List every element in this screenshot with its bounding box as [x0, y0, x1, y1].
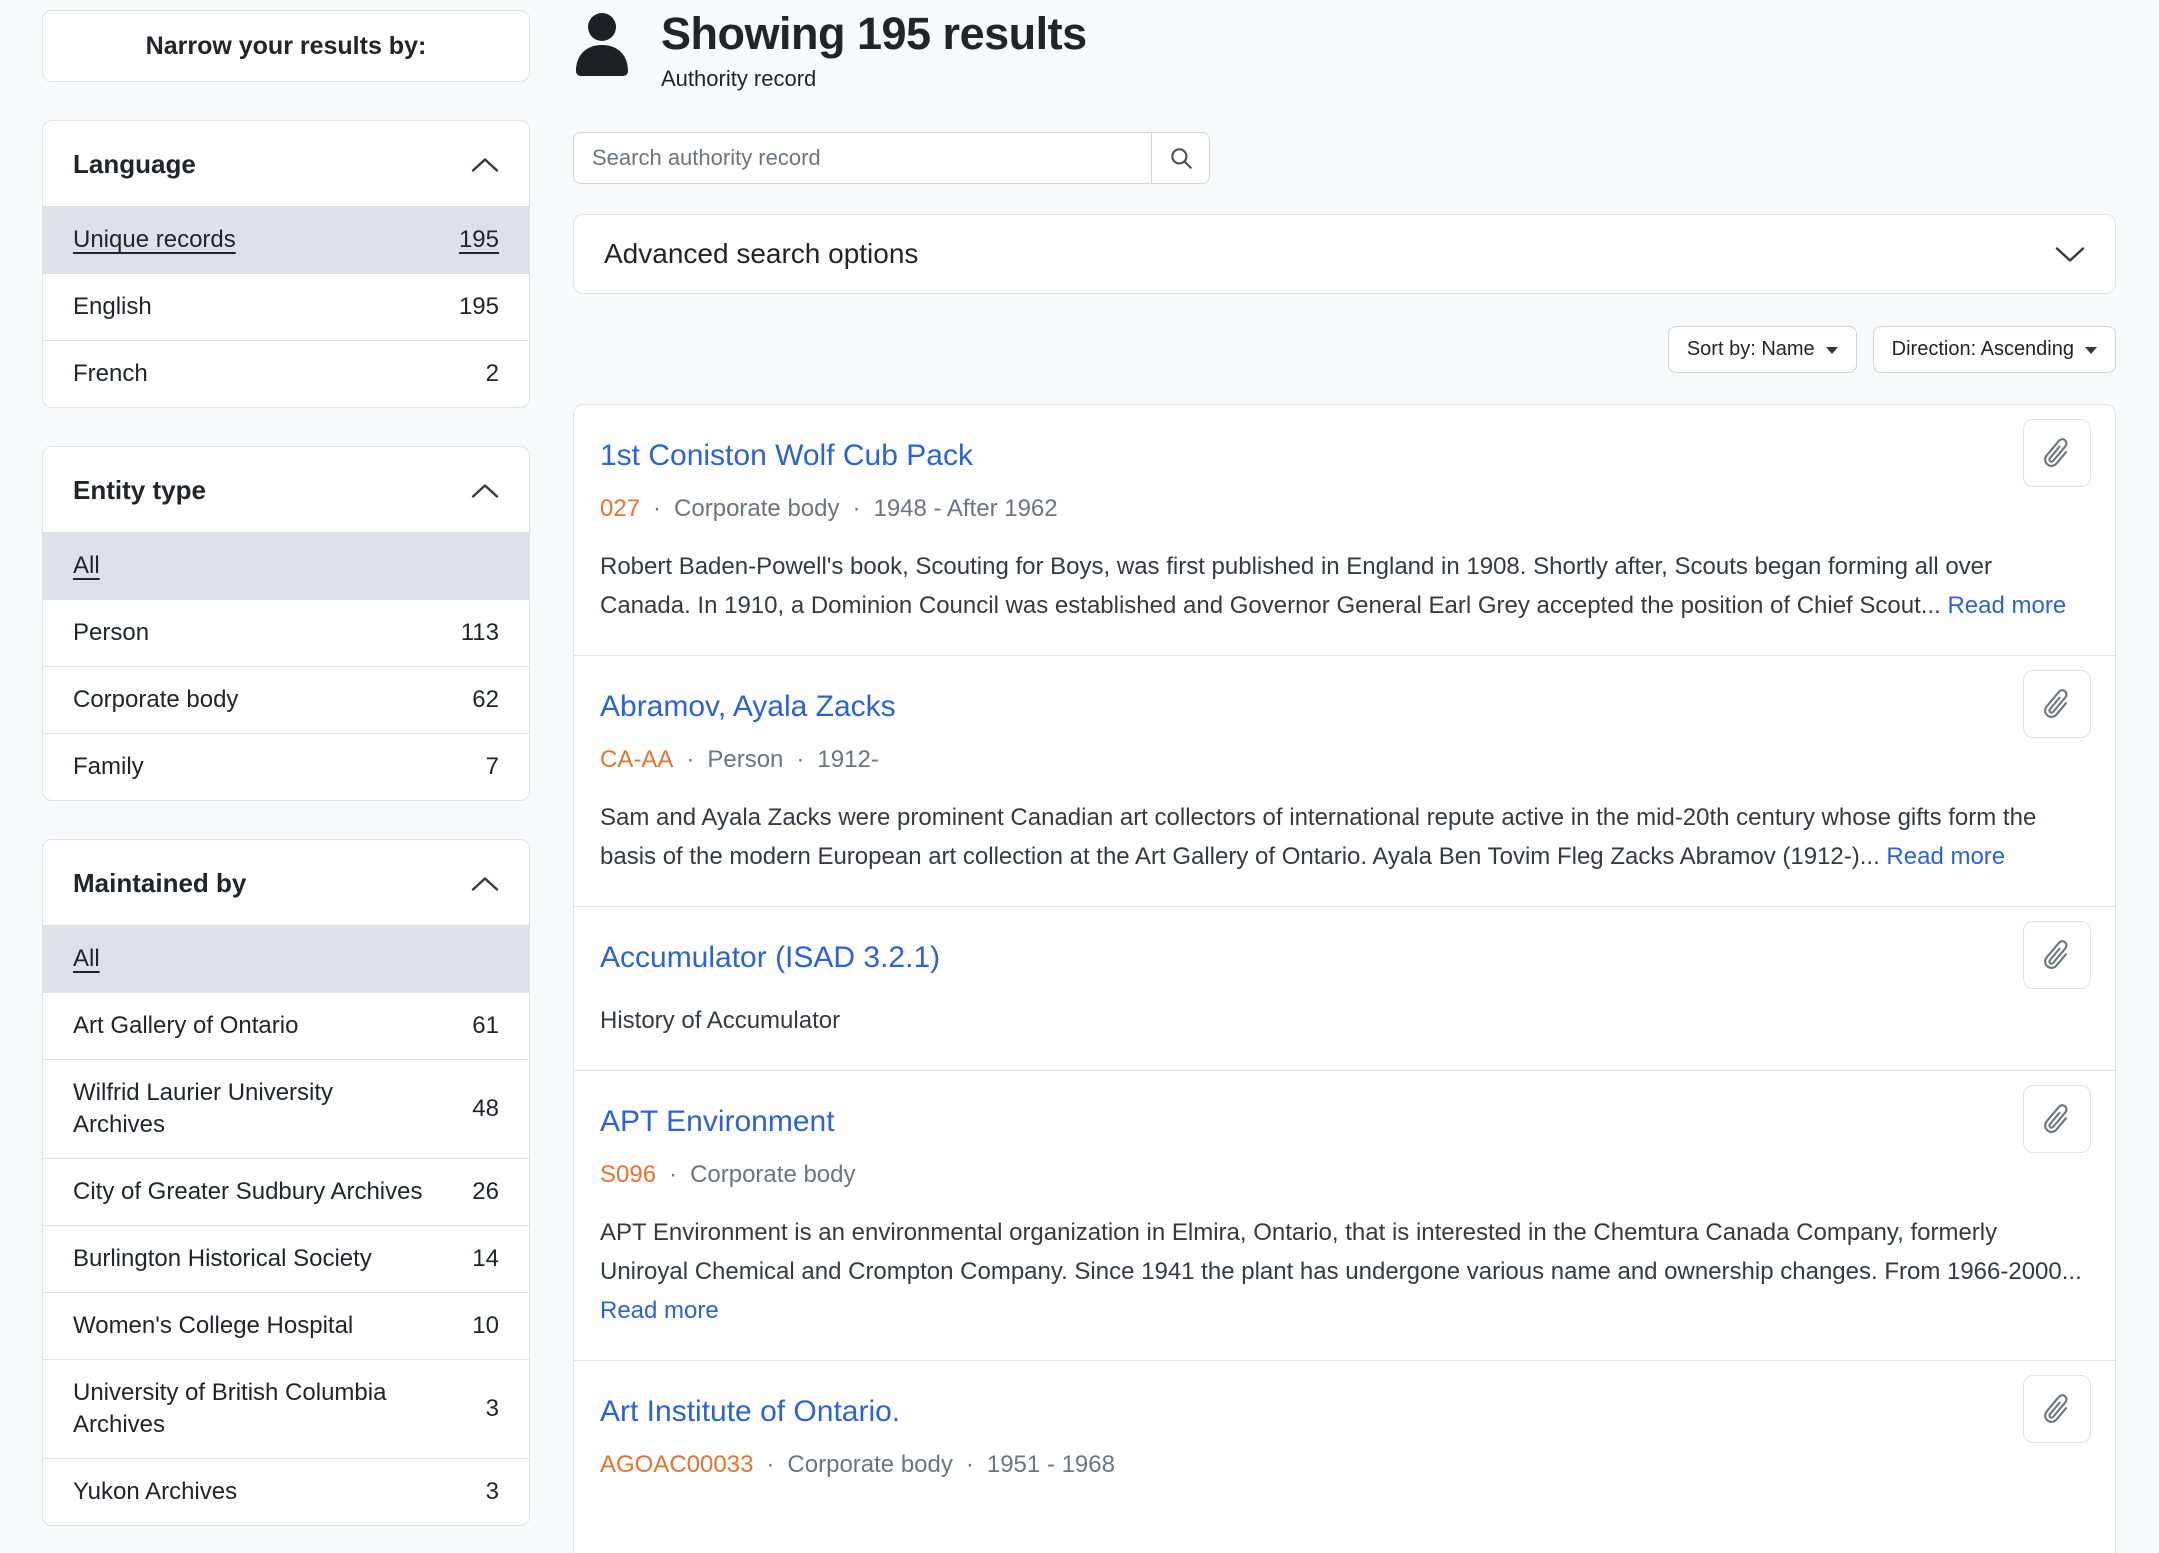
- facet-items: [43, 206, 529, 407]
- result-type: Person: [707, 746, 784, 773]
- caret-down-icon: [2085, 347, 2097, 354]
- result-dates: 1951 - 1968: [986, 1451, 1115, 1478]
- facet-item-art-gallery-of-ontario[interactable]: [43, 992, 529, 1059]
- facet-item-label: Family: [73, 753, 144, 780]
- result-description-text: History of Accumulator: [600, 1007, 841, 1034]
- facet-item-university-of-british-columbia-archives[interactable]: [43, 1359, 529, 1458]
- facet-header-entity-type[interactable]: [43, 447, 529, 532]
- result-description-text: Robert Baden-Powell's book, Scouting for Boys, was first published in England in 1908. Shortly after, Scouts began forming all over Canada. In 1910, a Dominion Council was established and Governor General Earl Grey accepted the position of Chief Scout...: [600, 553, 1993, 619]
- paperclip-button[interactable]: [2023, 921, 2091, 989]
- facet-item-label: Women's College Hospital: [73, 1312, 354, 1339]
- result-title-link[interactable]: 1st Coniston Wolf Cub Pack: [600, 439, 973, 472]
- meta-separator: ·: [653, 495, 662, 522]
- paperclip-icon: [2040, 1392, 2074, 1426]
- result-item: [574, 1360, 2115, 1509]
- paperclip-button[interactable]: [2023, 419, 2091, 487]
- paperclip-icon: [2040, 938, 2074, 972]
- facet-title: Maintained by: [73, 868, 247, 898]
- paperclip-icon: [2040, 436, 2074, 470]
- paperclip-button[interactable]: [2023, 670, 2091, 738]
- result-item: [574, 405, 2115, 655]
- facet-item-english[interactable]: [43, 273, 529, 340]
- facet-item-label: Person: [73, 619, 150, 646]
- sort-toolbar: [573, 326, 2116, 373]
- meta-separator: ·: [686, 746, 695, 773]
- facet-item-all[interactable]: [43, 532, 529, 599]
- result-dates: 1912-: [817, 746, 879, 773]
- facet-item-label: French: [73, 360, 148, 387]
- paperclip-icon: [2040, 687, 2074, 721]
- direction-button[interactable]: [1873, 326, 2116, 373]
- result-dates: 1948 - After 1962: [873, 495, 1058, 522]
- read-more-link[interactable]: Read more: [1947, 592, 2067, 619]
- facet-card-language: [42, 120, 530, 408]
- person-icon: [573, 12, 631, 81]
- facet-title: Language: [73, 149, 196, 179]
- sort-by-label: Sort by: Name: [1686, 338, 1815, 360]
- search-input[interactable]: [574, 133, 1151, 183]
- results-header-text: [661, 8, 1087, 92]
- meta-separator: ·: [965, 1451, 974, 1478]
- facet-item-count: 2: [485, 360, 499, 387]
- facet-title: Entity type: [73, 475, 206, 505]
- facet-item-label: Wilfrid Laurier University Archives: [73, 1079, 334, 1138]
- facet-item-label: English: [73, 293, 152, 320]
- facet-item-count: 195: [458, 293, 499, 320]
- results-list: [573, 404, 2116, 1553]
- result-item: [574, 906, 2115, 1070]
- result-title-link[interactable]: Art Institute of Ontario.: [600, 1395, 901, 1428]
- facet-item-count: 26: [472, 1178, 499, 1205]
- meta-separator: ·: [766, 1451, 775, 1478]
- result-ref: S096: [600, 1161, 657, 1188]
- facet-item-count: 7: [485, 753, 499, 780]
- paperclip-button[interactable]: [2023, 1375, 2091, 1443]
- result-meta: [600, 746, 2005, 774]
- facet-item-person[interactable]: [43, 599, 529, 666]
- result-description: [600, 1001, 2085, 1040]
- chevron-up-icon: [471, 157, 499, 173]
- facet-item-wilfrid-laurier-university-archives[interactable]: [43, 1059, 529, 1158]
- facet-item-label: University of British Columbia Archives: [73, 1379, 387, 1438]
- result-item: [574, 1070, 2115, 1360]
- facet-item-label: Unique records: [73, 226, 236, 253]
- result-description-text: Sam and Ayala Zacks were prominent Canadian art collectors of international repute active in the mid-20th century whose gifts form the basis of the modern European art collection at the Art Gallery of Ontario. Ayala Ben Tovim Fleg Zacks Abramov (1912-)...: [600, 804, 2037, 870]
- caret-down-icon: [1826, 347, 1838, 354]
- result-meta: [600, 495, 2005, 523]
- result-ref: 027: [600, 495, 641, 522]
- result-title: [600, 688, 2005, 726]
- page-subtitle: Authority record: [661, 66, 817, 91]
- facet-item-label: Burlington Historical Society: [73, 1245, 372, 1272]
- facet-items: [43, 925, 529, 1525]
- sort-by-button[interactable]: [1668, 326, 1857, 373]
- facet-item-count: 62: [472, 686, 499, 713]
- result-description: [600, 547, 2085, 625]
- result-title: [600, 437, 2005, 475]
- facet-item-family[interactable]: [43, 733, 529, 800]
- result-item: [574, 655, 2115, 906]
- meta-separator: ·: [796, 746, 805, 773]
- result-ref: AGOAC00033: [600, 1451, 754, 1478]
- facet-item-label: All: [73, 945, 100, 972]
- chevron-up-icon: [471, 483, 499, 499]
- facet-item-all[interactable]: [43, 925, 529, 992]
- result-description-text: APT Environment is an environmental organization in Elmira, Ontario, that is interested in the Chemtura Canada Company, formerly Uniroyal Chemical and Crompton Company. Since 1941 the plant has undergone various name and ownership changes. From 1966-2000...: [600, 1219, 2082, 1285]
- facet-item-french[interactable]: [43, 340, 529, 407]
- result-ref: CA-AA: [600, 746, 674, 773]
- chevron-up-icon: [471, 876, 499, 892]
- facet-item-count: 195: [458, 226, 499, 253]
- advanced-search-label: Advanced search options: [604, 238, 919, 269]
- read-more-link[interactable]: Read more: [600, 1297, 719, 1324]
- meta-separator: ·: [669, 1161, 678, 1188]
- page-title: Showing 195 results: [661, 8, 1087, 59]
- result-title-link[interactable]: Abramov, Ayala Zacks: [600, 690, 896, 723]
- paperclip-button[interactable]: [2023, 1085, 2091, 1153]
- result-title: [600, 1393, 2005, 1431]
- facet-item-count: 3: [485, 1395, 499, 1422]
- facet-sidebar: [42, 10, 530, 1553]
- facet-item-count: 48: [472, 1095, 499, 1122]
- facet-card-entity-type: [42, 446, 530, 801]
- facet-header-language[interactable]: [43, 121, 529, 206]
- search-button[interactable]: [1151, 133, 1209, 183]
- results-header: [573, 8, 2116, 92]
- facet-item-label: Art Gallery of Ontario: [73, 1012, 299, 1039]
- facet-card-maintained-by: [42, 839, 530, 1526]
- sidebar-title-card: [42, 10, 530, 82]
- facet-item-count: 113: [460, 619, 499, 646]
- search-icon: [1168, 145, 1194, 171]
- facet-header-maintained-by[interactable]: [43, 840, 529, 925]
- advanced-search-toggle[interactable]: [573, 214, 2116, 294]
- facet-item-yukon-archives[interactable]: [43, 1458, 529, 1525]
- direction-label: Direction: Ascending: [1891, 338, 2074, 360]
- result-title: [600, 1103, 2005, 1141]
- result-meta: [600, 1451, 2005, 1479]
- facet-item-count: 14: [472, 1245, 499, 1272]
- facet-item-unique-records[interactable]: [43, 206, 529, 273]
- result-title: [600, 939, 2005, 977]
- facet-item-label: City of Greater Sudbury Archives: [73, 1178, 423, 1205]
- chevron-down-icon: [2055, 246, 2085, 263]
- result-title-link[interactable]: Accumulator (ISAD 3.2.1): [600, 941, 941, 974]
- meta-separator: ·: [852, 495, 861, 522]
- result-type: Corporate body: [690, 1161, 856, 1188]
- facet-item-women-s-college-hospital[interactable]: [43, 1292, 529, 1359]
- facet-item-label: Corporate body: [73, 686, 239, 713]
- result-description: [600, 798, 2085, 876]
- result-title-link[interactable]: APT Environment: [600, 1105, 835, 1138]
- facet-item-label: Yukon Archives: [73, 1478, 238, 1505]
- result-meta: [600, 1161, 2005, 1189]
- result-type: Corporate body: [787, 1451, 953, 1478]
- facet-item-count: 61: [472, 1012, 499, 1039]
- facet-item-count: 3: [485, 1478, 499, 1505]
- facet-item-count: 10: [472, 1312, 499, 1339]
- read-more-link[interactable]: Read more: [1886, 843, 2006, 870]
- results-main: [573, 8, 2116, 1553]
- facet-item-corporate-body[interactable]: [43, 666, 529, 733]
- facet-item-burlington-historical-society[interactable]: [43, 1225, 529, 1292]
- facet-item-label: All: [73, 552, 100, 579]
- result-type: Corporate body: [674, 495, 840, 522]
- facet-item-city-of-greater-sudbury-archives[interactable]: [43, 1158, 529, 1225]
- paperclip-icon: [2040, 1102, 2074, 1136]
- sidebar-title: Narrow your results by:: [145, 31, 427, 60]
- facet-items: [43, 532, 529, 800]
- result-description: [600, 1213, 2085, 1330]
- facet-list-container: [42, 120, 530, 1526]
- search-bar: [573, 132, 1210, 184]
